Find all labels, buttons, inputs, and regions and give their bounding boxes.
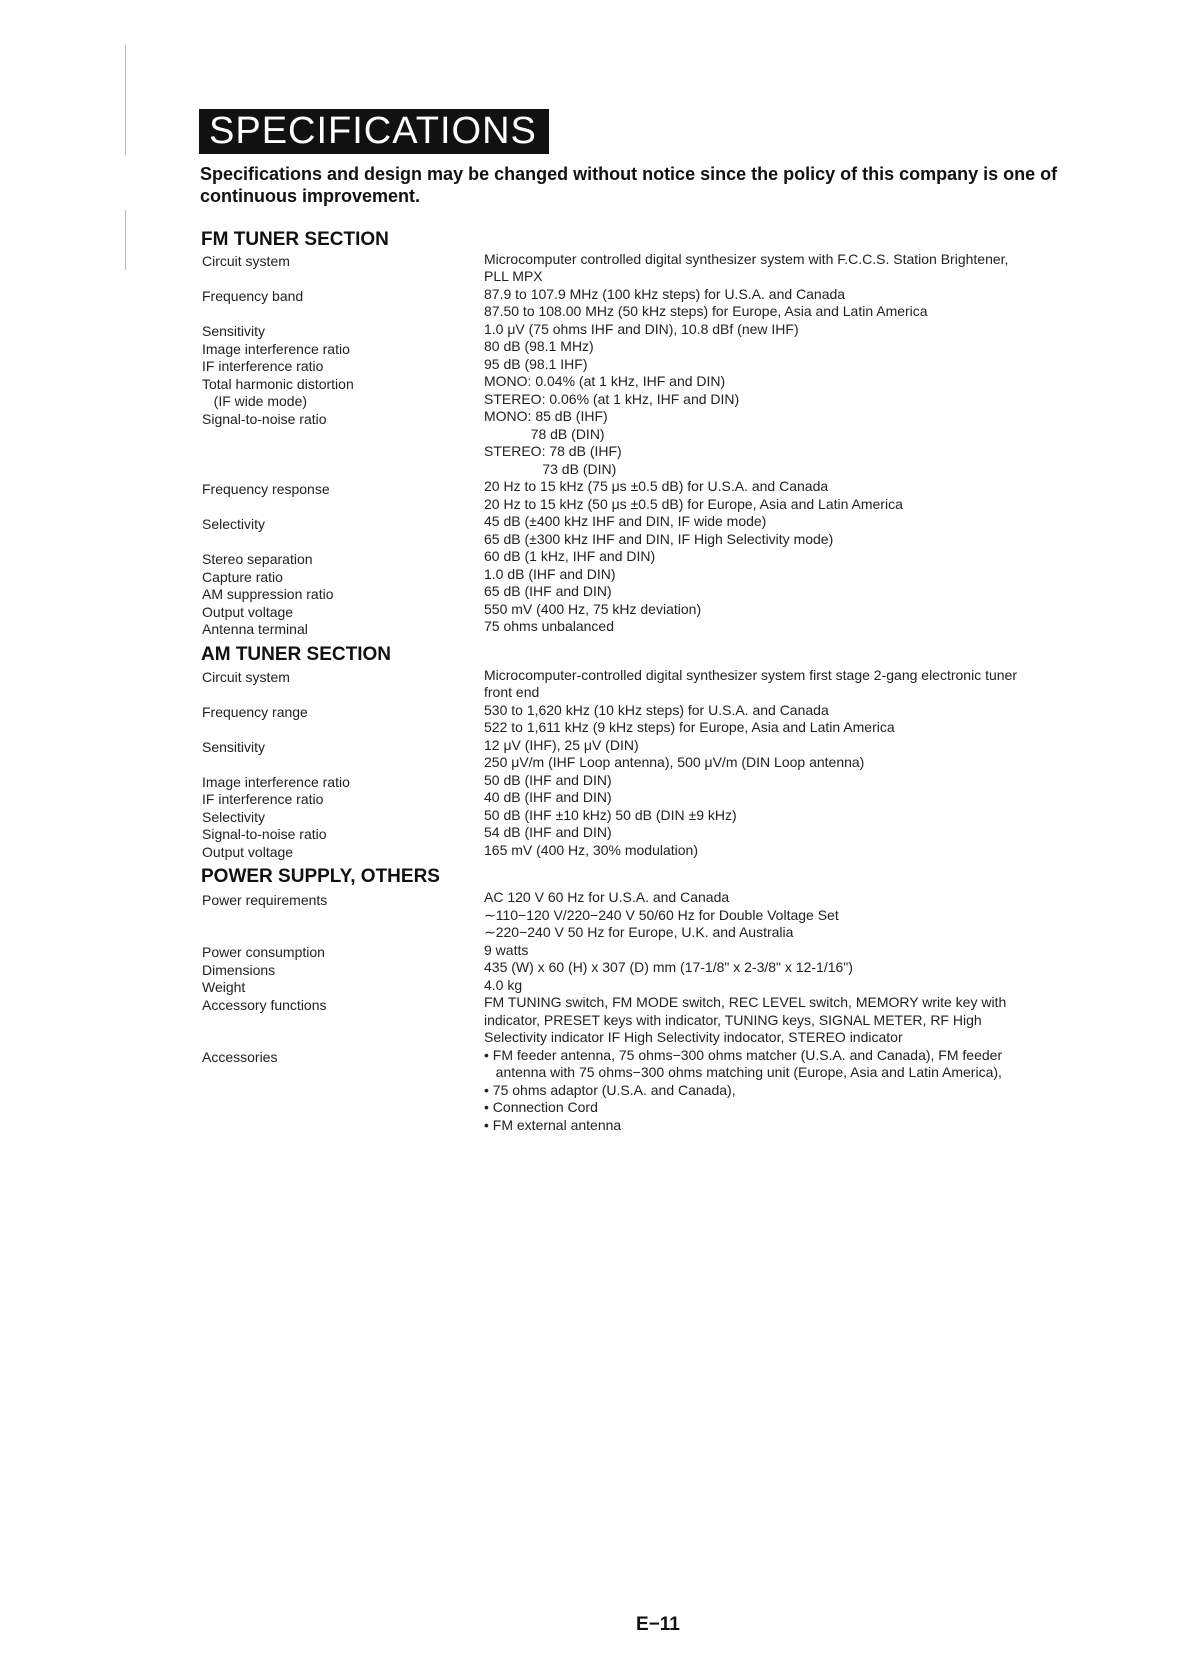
power-value: • Connection Cord (484, 1099, 598, 1115)
power-value: 9 watts (484, 942, 529, 958)
am-value: 50 dB (IHF and DIN) (484, 772, 612, 788)
am-value: front end (484, 684, 540, 700)
fm-label: Output voltage (202, 604, 294, 620)
fm-label: Total harmonic distortion (202, 376, 354, 392)
am-label: Circuit system (202, 669, 290, 685)
am-label: Frequency range (202, 704, 308, 720)
power-value: 435 (W) x 60 (H) x 307 (D) mm (17-1/8" x 2-3/8" x 12-1/16") (484, 959, 853, 975)
am-value: 165 mV (400 Hz, 30% modulation) (484, 842, 698, 858)
fm-label: Selectivity (202, 516, 266, 532)
am-label: Signal-to-noise ratio (202, 826, 327, 842)
am-label: IF interference ratio (202, 791, 324, 807)
am-value: 530 to 1,620 kHz (10 kHz steps) for U.S.A. and Canada (484, 702, 829, 718)
fm-value: 87.50 to 108.00 MHz (50 kHz steps) for Europe, Asia and Latin America (484, 303, 928, 319)
fm-value: STEREO: 0.06% (at 1 kHz, IHF and DIN) (484, 391, 740, 407)
am-label: Output voltage (202, 844, 294, 860)
fm-label: Circuit system (202, 253, 290, 269)
fm-value: STEREO: 78 dB (IHF) (484, 443, 622, 459)
fm-label: Frequency band (202, 288, 304, 304)
power-label: Accessories (202, 1049, 278, 1065)
power-value: 4.0 kg (484, 977, 523, 993)
fm-value: 1.0 dB (IHF and DIN) (484, 566, 616, 582)
am-value: 50 dB (IHF ±10 kHz) 50 dB (DIN ±9 kHz) (484, 807, 737, 823)
margin-mark (125, 45, 126, 155)
am-value: 54 dB (IHF and DIN) (484, 824, 612, 840)
power-value: antenna with 75 ohms−300 ohms matching unit (Europe, Asia and Latin America), (484, 1064, 1002, 1080)
fm-value: 80 dB (98.1 MHz) (484, 338, 594, 354)
power-label: Power consumption (202, 944, 325, 960)
fm-value: 73 dB (DIN) (484, 461, 617, 477)
power-value: • FM feeder antenna, 75 ohms−300 ohms matcher (U.S.A. and Canada), FM feeder (484, 1047, 1003, 1063)
fm-label: Capture ratio (202, 569, 283, 585)
fm-value: MONO: 85 dB (IHF) (484, 408, 608, 424)
fm-label: Antenna terminal (202, 621, 308, 637)
fm-label: Sensitivity (202, 323, 266, 339)
am-value: 40 dB (IHF and DIN) (484, 789, 612, 805)
fm-value: 45 dB (±400 kHz IHF and DIN, IF wide mode) (484, 513, 767, 529)
power-value: • 75 ohms adaptor (U.S.A. and Canada), (484, 1082, 736, 1098)
am-section-heading: AM TUNER SECTION (201, 644, 391, 665)
power-label: Power requirements (202, 892, 328, 908)
fm-label: AM suppression ratio (202, 586, 334, 602)
fm-value: 1.0 μV (75 ohms IHF and DIN), 10.8 dBf (new IHF) (484, 321, 799, 337)
fm-value: Microcomputer controlled digital synthesizer system with F.C.C.S. Station Brightener, (484, 251, 1009, 267)
page-number: E−11 (636, 1614, 680, 1635)
power-label: Weight (202, 979, 246, 995)
fm-label: IF interference ratio (202, 358, 324, 374)
fm-value: 65 dB (IHF and DIN) (484, 583, 612, 599)
fm-value: 95 dB (98.1 IHF) (484, 356, 588, 372)
fm-value: 20 Hz to 15 kHz (50 μs ±0.5 dB) for Europe, Asia and Latin America (484, 496, 903, 512)
power-value: ∼110−120 V/220−240 V 50/60 Hz for Double Voltage Set (484, 907, 839, 923)
am-value: 12 μV (IHF), 25 μV (DIN) (484, 737, 639, 753)
am-value: Microcomputer-controlled digital synthesizer system first stage 2-gang electronic tuner (484, 667, 1018, 683)
power-value: Selectivity indicator IF High Selectivity indocator, STEREO indicator (484, 1029, 903, 1045)
fm-label: Stereo separation (202, 551, 313, 567)
fm-label: Signal-to-noise ratio (202, 411, 327, 427)
power-value: ∼220−240 V 50 Hz for Europe, U.K. and Australia (484, 924, 794, 940)
am-value: 522 to 1,611 kHz (9 kHz steps) for Europe, Asia and Latin America (484, 719, 895, 735)
fm-value: 65 dB (±300 kHz IHF and DIN, IF High Selectivity mode) (484, 531, 834, 547)
fm-value: 78 dB (DIN) (484, 426, 605, 442)
fm-label: (IF wide mode) (202, 393, 308, 409)
power-label: Accessory functions (202, 997, 327, 1013)
fm-value: 20 Hz to 15 kHz (75 μs ±0.5 dB) for U.S.A. and Canada (484, 478, 829, 494)
power-value: FM TUNING switch, FM MODE switch, REC LEVEL switch, MEMORY write key with (484, 994, 1007, 1010)
fm-label: Image interference ratio (202, 341, 350, 357)
am-label: Selectivity (202, 809, 266, 825)
power-section-heading: POWER SUPPLY, OTHERS (201, 866, 440, 887)
fm-value: 75 ohms unbalanced (484, 618, 614, 634)
am-label: Image interference ratio (202, 774, 350, 790)
fm-section-heading: FM TUNER SECTION (201, 229, 389, 250)
fm-value: 60 dB (1 kHz, IHF and DIN) (484, 548, 656, 564)
margin-mark (125, 210, 126, 270)
page-title: SPECIFICATIONS (199, 109, 549, 154)
notice-text: Specifications and design may be changed without notice since the policy of this company is one of continuous improvement. (200, 164, 1058, 206)
power-label: Dimensions (202, 962, 276, 978)
fm-label: Frequency response (202, 481, 330, 497)
fm-value: 550 mV (400 Hz, 75 kHz deviation) (484, 601, 702, 617)
fm-value: PLL MPX (484, 268, 543, 284)
fm-value: 87.9 to 107.9 MHz (100 kHz steps) for U.S.A. and Canada (484, 286, 846, 302)
power-value: indicator, PRESET keys with indicator, TUNING keys, SIGNAL METER, RF High (484, 1012, 982, 1028)
am-value: 250 μV/m (IHF Loop antenna), 500 μV/m (DIN Loop antenna) (484, 754, 865, 770)
power-value: • FM external antenna (484, 1117, 622, 1133)
power-value: AC 120 V 60 Hz for U.S.A. and Canada (484, 889, 730, 905)
fm-value: MONO: 0.04% (at 1 kHz, IHF and DIN) (484, 373, 726, 389)
am-label: Sensitivity (202, 739, 266, 755)
